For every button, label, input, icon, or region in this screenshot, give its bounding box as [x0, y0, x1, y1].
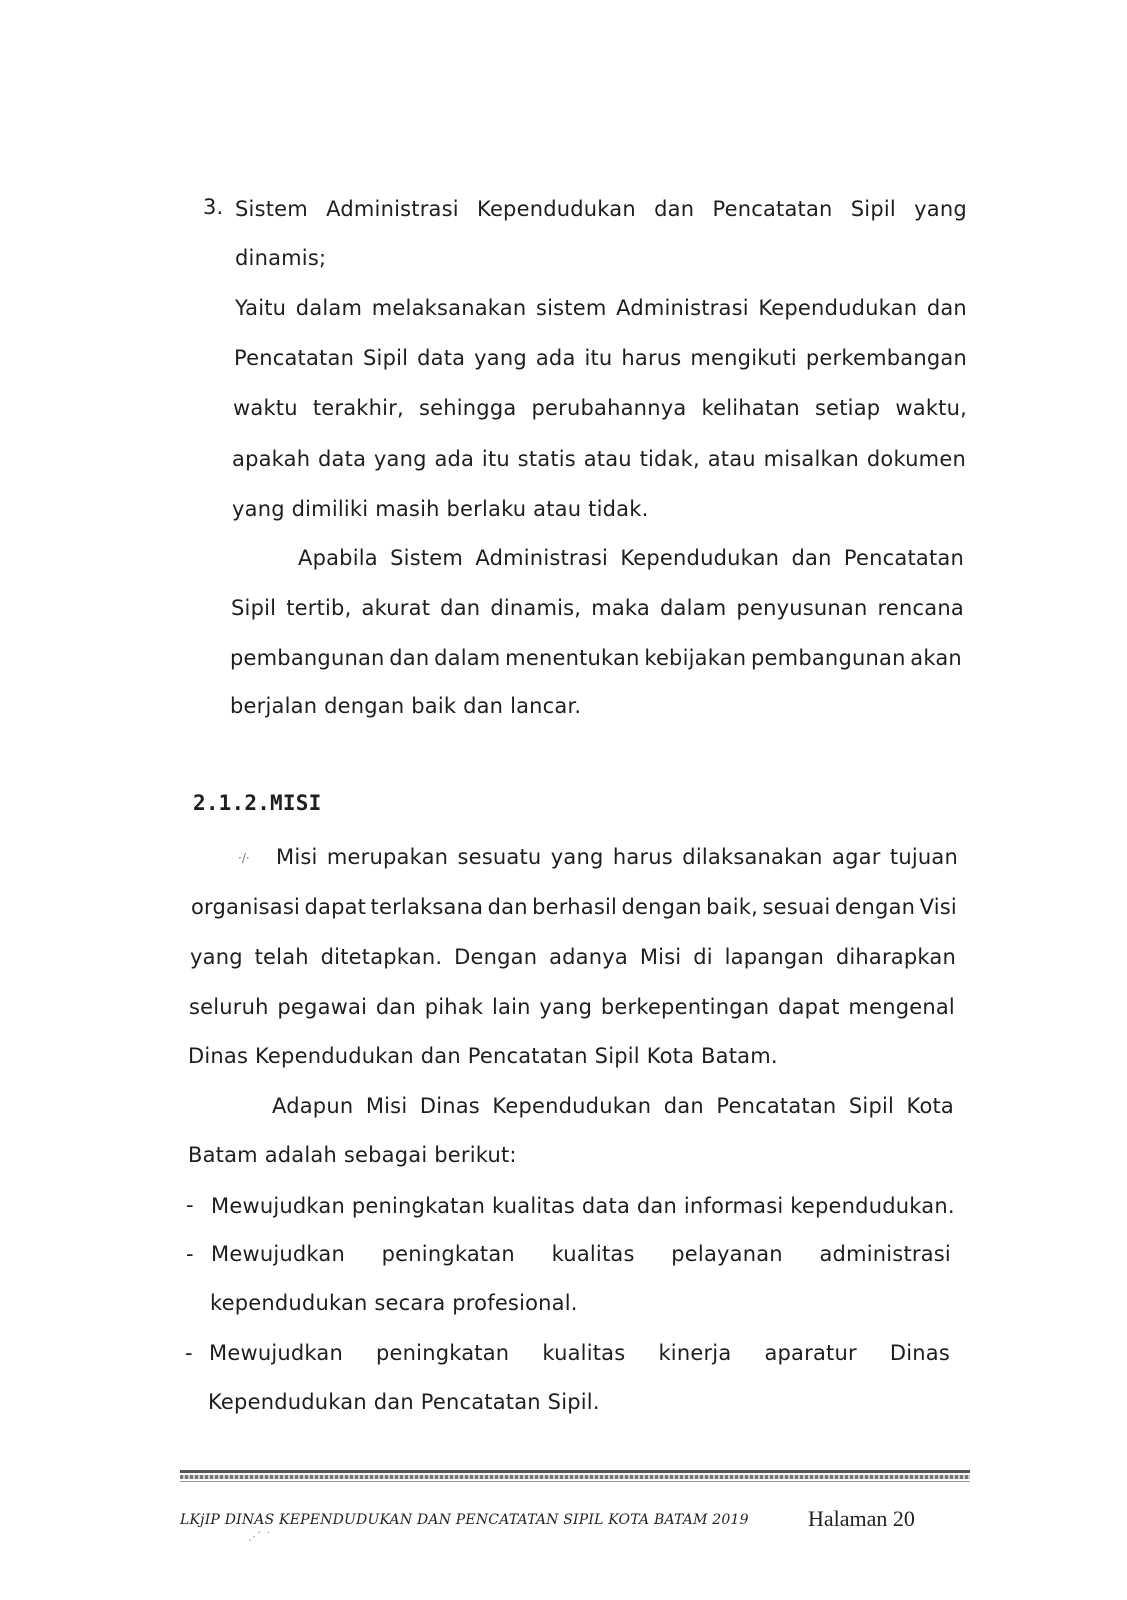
word: merupakan	[326, 845, 449, 869]
word: seluruh	[189, 995, 269, 1019]
word: Pencatatan	[234, 346, 355, 370]
word: menentukan	[505, 646, 640, 670]
item3-expl-last: yang dimiliki masih berlaku atau tidak.	[232, 497, 649, 521]
word: akan	[910, 646, 962, 670]
misi-intro-line2	[191, 882, 957, 932]
bullet-1: -	[186, 1193, 194, 1217]
word: dan	[440, 596, 481, 620]
word: dan	[926, 296, 967, 320]
conclusion-line2	[231, 583, 964, 633]
word: Misi	[639, 945, 682, 969]
word: dilaksanakan	[682, 845, 823, 869]
word: Sipil	[848, 1094, 895, 1118]
word: yang	[550, 845, 604, 869]
word: yang	[474, 346, 527, 370]
word: waktu	[233, 396, 298, 420]
word: agar	[832, 845, 881, 869]
word: dalam	[434, 646, 501, 670]
word: atau	[583, 447, 632, 471]
word: peningkatan	[376, 1341, 510, 1365]
word: Dinas	[419, 1094, 480, 1118]
footer-rule-thick	[180, 1470, 970, 1473]
word: sesuatu	[457, 845, 542, 869]
word: Adapun	[272, 1094, 354, 1118]
word: dan	[791, 546, 832, 570]
word: mengikuti	[690, 346, 797, 370]
word: harus	[612, 845, 673, 869]
word: sistem	[535, 296, 607, 320]
word: berkepentingan	[600, 995, 770, 1019]
word: Kependudukan	[492, 1094, 652, 1118]
footer-rule-texture	[180, 1475, 970, 1479]
word: dan	[654, 197, 695, 221]
word: Pencatatan	[843, 546, 964, 570]
word: setiap	[814, 396, 881, 420]
item3-expl-line1	[235, 283, 967, 333]
word: dan	[663, 1094, 704, 1118]
bullet-2: -	[186, 1242, 194, 1266]
word: harus	[621, 346, 682, 370]
word: waktu,	[895, 396, 967, 420]
word: Administrasi	[616, 296, 749, 320]
word: ada	[434, 447, 475, 471]
word: Kota	[906, 1094, 954, 1118]
scan-speck: .·´ ˙	[248, 1530, 272, 1544]
word: telah	[254, 945, 309, 969]
word: perubahannya	[531, 396, 687, 420]
word: dokumen	[866, 447, 966, 471]
word: sehingga	[418, 396, 517, 420]
word: dapat	[778, 995, 840, 1019]
word: melaksanakan	[371, 296, 527, 320]
word: terlaksana	[370, 895, 484, 919]
word: Sistem	[235, 197, 308, 221]
word: Pencatatan	[712, 197, 833, 221]
word: Kependudukan	[477, 197, 636, 221]
word: Apabila	[298, 546, 378, 570]
word: Visi	[919, 895, 957, 919]
word: itu	[481, 447, 510, 471]
bullet-3: -	[185, 1341, 193, 1365]
footer-rule-thin	[180, 1481, 970, 1482]
handwritten-mark: ·/·	[238, 851, 250, 865]
word: perkembangan	[805, 346, 967, 370]
word: dengan	[834, 895, 916, 919]
footer-document-title: LKjIP DINAS KEPENDUDUKAN DAN PENCATATAN SIPIL KOTA BATAM 2019	[180, 1512, 749, 1528]
item3-line2: dinamis;	[235, 246, 327, 270]
misi-list-intro-line1	[272, 1081, 954, 1131]
word: Yaitu	[235, 296, 287, 320]
word: Dinas	[889, 1341, 950, 1365]
word: organisasi	[191, 895, 301, 919]
misi-item-3-line1	[209, 1328, 950, 1378]
word: dan	[375, 995, 416, 1019]
word: dengan	[621, 895, 702, 919]
word: kinerja	[658, 1341, 732, 1365]
word: tujuan	[889, 845, 958, 869]
word: Kependudukan	[620, 546, 780, 570]
word: statis	[517, 447, 576, 471]
misi-item-2-line1	[211, 1229, 951, 1279]
word: Administrasi	[475, 546, 609, 570]
word: dapat	[304, 895, 367, 919]
word: Administrasi	[326, 197, 459, 221]
word: atau	[707, 447, 756, 471]
item3-expl-line2	[234, 333, 967, 383]
word: Mewujudkan	[209, 1341, 343, 1365]
word: Sipil	[231, 596, 277, 620]
word: dalam	[660, 596, 727, 620]
item3-expl-line4	[232, 434, 966, 484]
word: Sistem	[390, 546, 464, 570]
word: dan	[389, 646, 430, 670]
word: pihak	[424, 995, 484, 1019]
misi-intro-line1	[276, 832, 958, 882]
word: aparatur	[764, 1341, 857, 1365]
word: tidak,	[639, 447, 700, 471]
word: mengenal	[848, 995, 955, 1019]
word: Dengan	[454, 945, 538, 969]
word: rencana	[877, 596, 964, 620]
misi-item-1: Mewujudkan peningkatan kualitas data dan informasi kependudukan.	[211, 1194, 955, 1218]
word: yang	[373, 447, 427, 471]
word: itu	[584, 346, 613, 370]
word: kualitas	[542, 1341, 626, 1365]
word: sesuai	[762, 895, 831, 919]
word: pelayanan	[671, 1242, 783, 1266]
word: data	[417, 346, 466, 370]
word: Misi	[276, 845, 318, 869]
word: baik,	[706, 895, 759, 919]
word: misalkan	[763, 447, 860, 471]
word: lapangan	[724, 945, 824, 969]
word: pembangunan	[751, 646, 906, 670]
word: ada	[535, 346, 576, 370]
word: kelihatan	[701, 396, 800, 420]
word: Pencatatan	[716, 1094, 837, 1118]
word: maka	[591, 596, 650, 620]
conclusion-last: berjalan dengan baik dan lancar.	[230, 694, 582, 718]
word: Misi	[365, 1094, 408, 1118]
word: adanya	[549, 945, 628, 969]
word: yang	[539, 995, 593, 1019]
word: dalam	[295, 296, 363, 320]
word: pegawai	[277, 995, 368, 1019]
section-heading-misi: 2.1.2.MISI	[193, 791, 322, 815]
word: terakhir,	[312, 396, 404, 420]
word: dan	[487, 895, 528, 919]
word: akurat	[361, 596, 431, 620]
word: Sipil	[363, 346, 409, 370]
misi-intro-last: Dinas Kependudukan dan Pencatatan Sipil Kota Batam.	[188, 1044, 778, 1068]
misi-intro-line4	[189, 982, 955, 1032]
word: diharapkan	[835, 945, 956, 969]
word: berhasil	[532, 895, 618, 919]
item3-number: 3.	[203, 195, 224, 219]
misi-item-2-line2: kependudukan secara profesional.	[210, 1291, 578, 1315]
word: administrasi	[819, 1242, 951, 1266]
word: penyusunan	[736, 596, 868, 620]
word: apakah	[232, 447, 311, 471]
misi-list-intro-line2: Batam adalah sebagai berikut:	[188, 1143, 517, 1167]
word: data	[318, 447, 367, 471]
item3-expl-line3	[233, 383, 967, 433]
word: tertib,	[286, 596, 352, 620]
misi-intro-line3	[190, 932, 956, 982]
word: peningkatan	[381, 1242, 515, 1266]
item3-line1	[235, 184, 967, 234]
word: di	[693, 945, 713, 969]
word: Sipil	[850, 197, 896, 221]
word: kebijakan	[644, 646, 747, 670]
word: kualitas	[551, 1242, 635, 1266]
word: dinamis,	[490, 596, 582, 620]
word: Kependudukan	[758, 296, 918, 320]
word: lain	[491, 995, 531, 1019]
word: pembangunan	[230, 646, 385, 670]
footer-page-number: Halaman 20	[808, 1506, 915, 1531]
conclusion-line1	[298, 533, 964, 583]
word: yang	[190, 945, 243, 969]
conclusion-line3	[230, 633, 962, 683]
word: ditetapkan.	[320, 945, 443, 969]
word: yang	[914, 197, 967, 221]
word: Mewujudkan	[211, 1242, 345, 1266]
misi-item-3-line2: Kependudukan dan Pencatatan Sipil.	[208, 1390, 600, 1414]
